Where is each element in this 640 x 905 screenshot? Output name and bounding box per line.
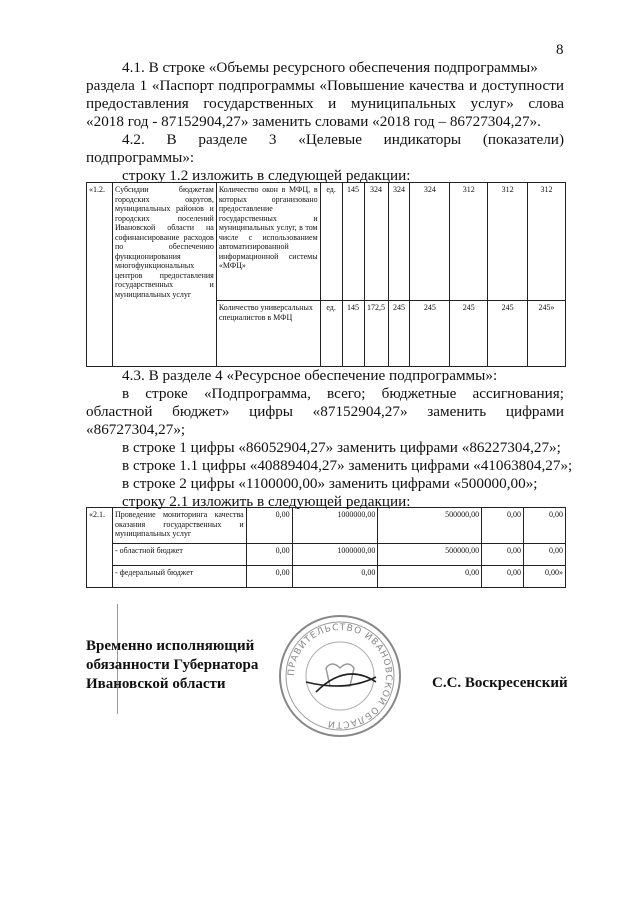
table-row: [87, 508, 566, 544]
para-4-1-line-1: 4.1. В строке «Объемы ресурсного обеспечения подпрограммы»: [122, 59, 538, 76]
para-4-2-line-2: подпрограммы»:: [86, 149, 195, 166]
para-4-2-line-1: 4.2. В разделе 3 «Целевые индикаторы (показатели): [122, 131, 564, 148]
row-number: «1.2.: [87, 183, 113, 367]
value-cell: 172,5: [364, 301, 388, 367]
para-4-3-line-3: областной бюджет» цифры «87152904,27» заменить цифрами: [86, 403, 564, 420]
row-title: Проведение мониторинга качества оказания государственных и муниципальных услуг: [112, 508, 246, 544]
value-cell: 245: [488, 301, 528, 367]
official-seal: [276, 612, 404, 740]
table-row: [87, 566, 566, 588]
value-cell: 324: [364, 183, 388, 301]
value-cell: 324: [388, 183, 410, 301]
row-label: - федеральный бюджет: [112, 566, 246, 588]
value-cell: 312: [488, 183, 528, 301]
seal-text: ПРАВИТЕЛЬСТВО ИВАНОВСКОЙ ОБЛАСТИ: [286, 622, 394, 730]
indicator-table: [86, 182, 566, 367]
para-4-3-line-5: в строке 1 цифры «86052904,27» заменить цифрами «86227304,27»;: [122, 439, 561, 456]
value-cell: 0,00: [482, 566, 524, 588]
row-number: «2.1.: [87, 508, 113, 588]
unit-cell: ед.: [320, 183, 342, 301]
para-4-3-line-6: в строке 1.1 цифры «40889404,27» заменить цифрами «41063804,27»;: [122, 457, 573, 474]
value-cell: 245: [450, 301, 488, 367]
para-4-1-line-2: раздела 1 «Паспорт подпрограммы «Повышение качества и доступности: [86, 77, 564, 94]
para-4-3-line-2: в строке «Подпрограмма, всего; бюджетные ассигнования;: [122, 385, 564, 402]
indicator-label: Количество окон в МФЦ, в которых организовано предоставление государственных и муниципальных услуг, в том числе с использованием автоматизированной информационной системы «МФЦ»: [216, 183, 320, 301]
value-cell: 0,00: [246, 544, 292, 566]
value-cell: 0,00: [378, 566, 482, 588]
signatory-position-line-1: Временно исполняющий: [86, 638, 255, 654]
unit-cell: ед.: [320, 301, 342, 367]
value-cell: 245»: [528, 301, 566, 367]
value-cell: 500000,00: [378, 508, 482, 544]
value-cell: 145: [342, 183, 364, 301]
signatory-position-line-3: Ивановской области: [86, 676, 226, 692]
value-cell: 245: [388, 301, 410, 367]
indicator-label: Количество универсальных специалистов в МФЦ: [216, 301, 320, 367]
value-cell: 500000,00: [378, 544, 482, 566]
table-row: [87, 544, 566, 566]
table-row: [87, 183, 566, 301]
value-cell: 312: [528, 183, 566, 301]
value-cell: 0,00: [292, 566, 378, 588]
resource-table: [86, 507, 566, 588]
value-cell: 0,00: [482, 508, 524, 544]
para-4-3-line-4: «86727304,27»;: [86, 421, 186, 438]
value-cell: 0,00: [482, 544, 524, 566]
value-cell: 324: [410, 183, 450, 301]
value-cell: 0,00: [246, 566, 292, 588]
para-4-3-line-1: 4.3. В разделе 4 «Ресурсное обеспечение подпрограммы»:: [122, 367, 498, 384]
signatory-position-line-2: обязанности Губернатора: [86, 657, 259, 673]
value-cell: 1000000,00: [292, 508, 378, 544]
value-cell: 0,00»: [524, 566, 566, 588]
value-cell: 312: [450, 183, 488, 301]
value-cell: 0,00: [524, 544, 566, 566]
value-cell: 0,00: [524, 508, 566, 544]
value-cell: 1000000,00: [292, 544, 378, 566]
row-label: - областной бюджет: [112, 544, 246, 566]
row-title: Субсидии бюджетам городских округов, муниципальных районов и городских поселений Ивановской области на софинансирование расходов по обеспечению функционирования многофункциональных центров предоставления государственных и муниципальных услуг: [112, 183, 216, 367]
value-cell: 245: [410, 301, 450, 367]
value-cell: 0,00: [246, 508, 292, 544]
page-number: 8: [556, 42, 564, 58]
signatory-name: С.С. Воскресенский: [432, 675, 568, 691]
para-4-2-line-3: строку 1.2 изложить в следующей редакции:: [122, 167, 411, 184]
signatory-position: [86, 637, 258, 694]
para-4-1-line-3: предоставления государственных и муниципальных услуг» слова: [86, 95, 564, 112]
para-4-3-line-7: в строке 2 цифры «1100000,00» заменить цифрами «500000,00»;: [122, 475, 538, 492]
para-4-1-line-4: «2018 год - 87152904,27» заменить словами «2018 год – 86727304,27».: [86, 113, 541, 130]
para-4-3-line-8: строку 2.1 изложить в следующей редакции:: [122, 493, 411, 510]
value-cell: 145: [342, 301, 364, 367]
